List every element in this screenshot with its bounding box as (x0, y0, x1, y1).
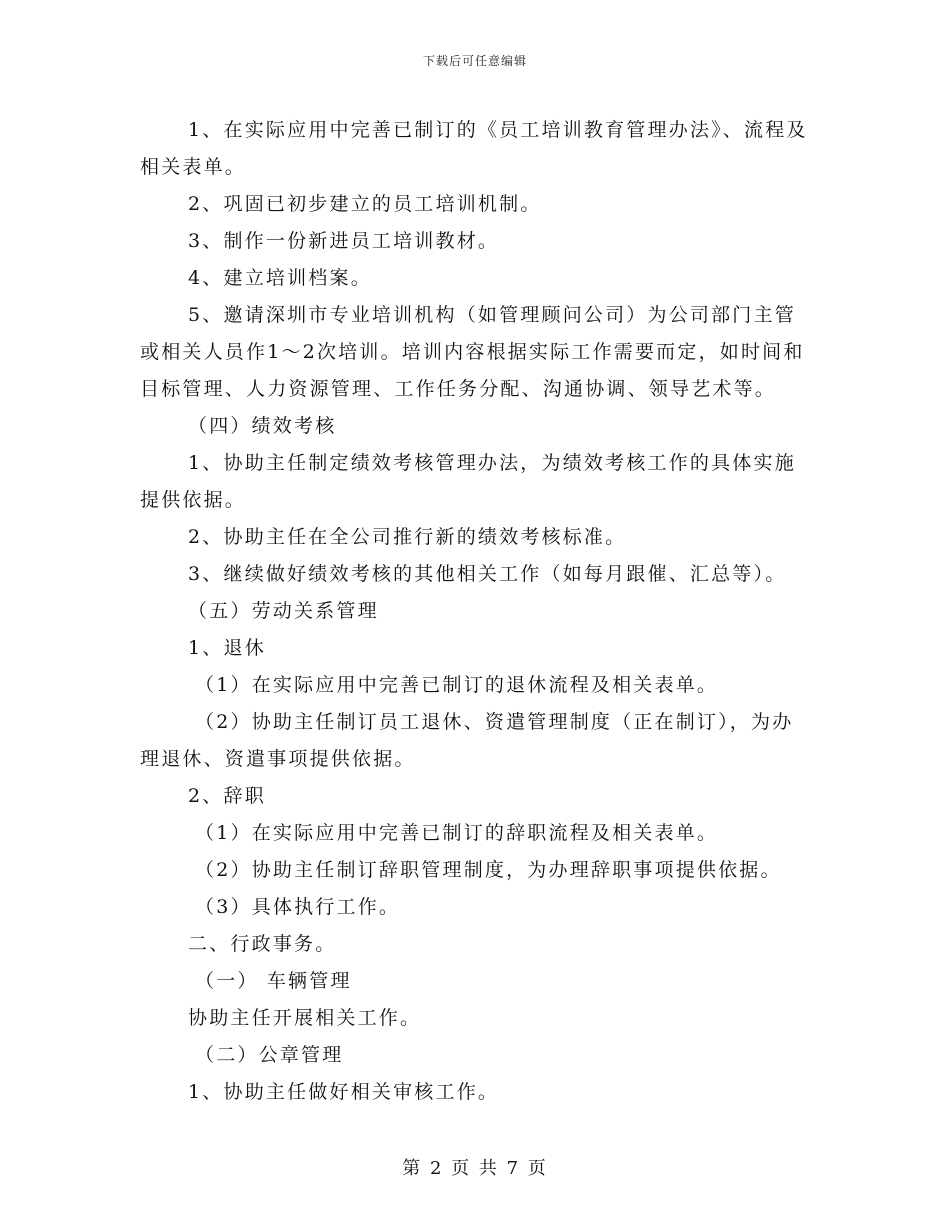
paragraph: 4、建立培训档案。 (188, 267, 372, 289)
paragraph: 1、协助主任做好相关审核工作。 (188, 1081, 500, 1103)
paragraph: 2、巩固已初步建立的员工培训机制。 (188, 193, 542, 215)
paragraph: （2）协助主任制订辞职管理制度，为办理辞职事项提供依据。 (195, 859, 782, 881)
paragraph: 2、辞职 (188, 785, 266, 807)
paragraph: （1）在实际应用中完善已制订的退休流程及相关表单。 (195, 674, 719, 696)
section-heading: （二）公章管理 (195, 1044, 344, 1066)
paragraph: 1、协助主任制定绩效考核管理办法，为绩效考核工作的具体实施提供依据。 (140, 452, 796, 511)
section-heading: （四）绩效考核 (188, 415, 337, 437)
section-heading: （五）劳动关系管理 (188, 600, 379, 622)
page-header: 下载后可任意编辑 (422, 54, 527, 68)
paragraph: 3、继续做好绩效考核的其他相关工作（如每月跟催、汇总等）。 (188, 563, 787, 585)
paragraph: 3、制作一份新进员工培训教材。 (188, 230, 500, 252)
section-heading: 二、行政事务。 (188, 933, 337, 955)
paragraph: 5、邀请深圳市专业培训机构（如管理顾问公司）为公司部门主管或相关人员作1～2次培训。培训内容根据实际工作需要而定，如时间和目标管理、人力资源管理、工作任务分配、沟通协调、领导艺术等。 (140, 304, 805, 400)
paragraph: 1、退休 (188, 637, 266, 659)
paragraph: 2、协助主任在全公司推行新的绩效考核标准。 (188, 526, 627, 548)
paragraph: （2）协助主任制订员工退休、资遣管理制度（正在制订），为办理退休、资遣事项提供依据。 (140, 711, 794, 770)
paragraph: （3）具体执行工作。 (195, 896, 401, 918)
paragraph: （1）在实际应用中完善已制订的辞职流程及相关表单。 (195, 822, 719, 844)
document-body (140, 112, 810, 1111)
paragraph: 协助主任开展相关工作。 (188, 1007, 422, 1029)
paragraph: 1、在实际应用中完善已制订的《员工培训教育管理办法》、流程及相关表单。 (140, 119, 808, 178)
section-heading: （一） 车辆管理 (195, 970, 352, 992)
page-footer: 第 2 页 共 7 页 (402, 1158, 548, 1179)
